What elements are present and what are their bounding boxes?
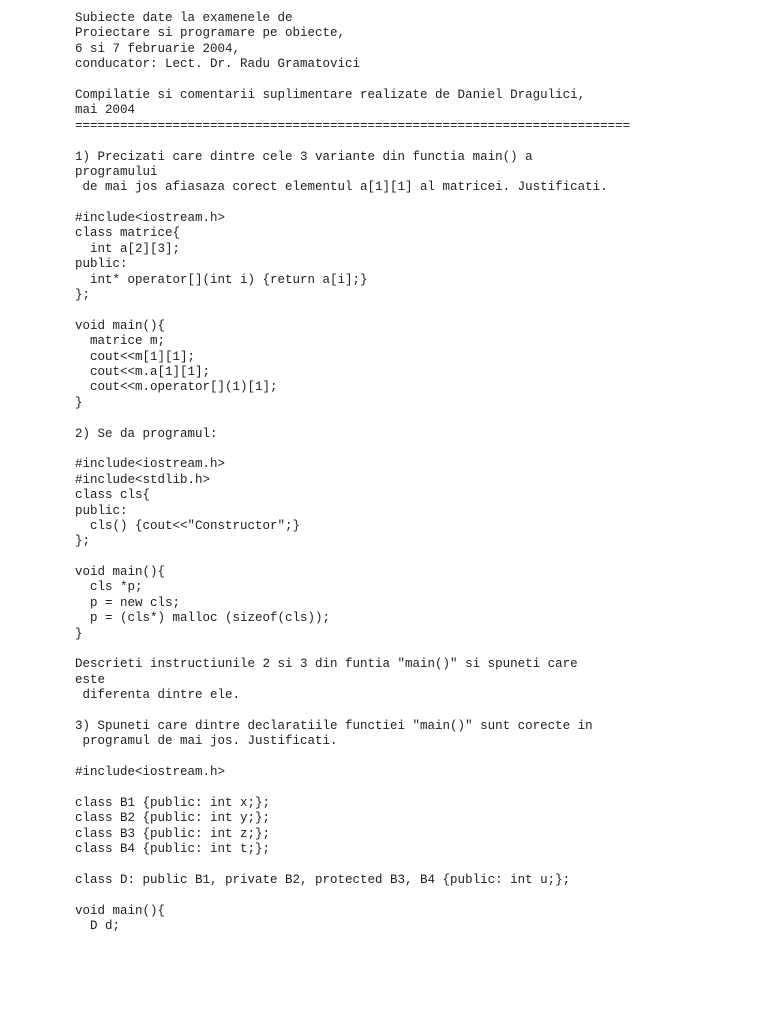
text-line: void main(){ [75,318,166,333]
blank-line [75,411,755,426]
text-line: class B4 {public: int t;}; [75,842,271,857]
text-line: Descrieti instructiunile 2 si 3 din funtia "main()" si spuneti care [75,657,578,672]
text-line: programului [75,164,158,179]
text-line: Proiectare si programare pe obiecte, [75,26,346,41]
text-line: cout<<m[1][1]; [75,349,196,364]
document-body [75,11,755,934]
text-line: class B1 {public: int x;}; [75,795,271,810]
text-line: #include<stdlib.h> [75,472,211,487]
text-line: 3) Spuneti care dintre declaratiile functiei "main()" sunt corecte in [75,718,593,733]
text-line: class D: public B1, private B2, protected B3, B4 {public: int u;}; [75,872,571,887]
text-line: } [75,626,83,641]
blank-line [75,303,755,318]
blank-line [75,857,755,872]
text-line: #include<iostream.h> [75,765,226,780]
text-line: mai 2004 [75,103,136,118]
text-line: D d; [75,919,121,934]
text-line: int a[2][3]; [75,241,181,256]
text-line: cls() {cout<<"Constructor";} [75,518,301,533]
blank-line [75,888,755,903]
text-line: }; [75,534,91,549]
text-line: public: [75,503,128,518]
text-line: void main(){ [75,565,166,580]
text-line: diferenta dintre ele. [75,688,241,703]
text-line: Compilatie si comentarii suplimentare realizate de Daniel Dragulici, [75,87,586,102]
text-line: void main(){ [75,903,166,918]
text-line: int* operator[](int i) {return a[i];} [75,272,368,287]
blank-line [75,750,755,765]
blank-line [75,642,755,657]
blank-line [75,196,755,211]
text-line: cls *p; [75,580,143,595]
blank-line [75,550,755,565]
text-line: 6 si 7 februarie 2004, [75,41,241,56]
text-line: #include<iostream.h> [75,211,226,226]
text-line: class B3 {public: int z;}; [75,826,271,841]
text-line: p = new cls; [75,595,181,610]
text-line: este [75,672,106,687]
text-line: cout<<m.a[1][1]; [75,364,211,379]
text-line: class cls{ [75,488,151,503]
text-line: class B2 {public: int y;}; [75,811,271,826]
text-line: cout<<m.operator[](1)[1]; [75,380,278,395]
blank-line [75,73,755,88]
text-line: matrice m; [75,334,166,349]
text-line: } [75,395,83,410]
text-line: programul de mai jos. Justificati. [75,734,338,749]
text-line: 1) Precizati care dintre cele 3 variante din functia main() a [75,149,533,164]
text-line: Subiecte date la examenele de [75,11,293,25]
text-line: 2) Se da programul: [75,426,218,441]
blank-line [75,781,755,796]
text-line: }; [75,288,91,303]
text-line: ========================================================================== [75,118,631,133]
text-line: class matrice{ [75,226,181,241]
text-line: public: [75,257,128,272]
text-line: de mai jos afiasaza corect elementul a[1][1] al matricei. Justificati. [75,180,608,195]
blank-line [75,704,755,719]
text-line: p = (cls*) malloc (sizeof(cls)); [75,611,331,626]
blank-line [75,134,755,149]
text-line: conducator: Lect. Dr. Radu Gramatovici [75,57,361,72]
text-line: #include<iostream.h> [75,457,226,472]
blank-line [75,442,755,457]
